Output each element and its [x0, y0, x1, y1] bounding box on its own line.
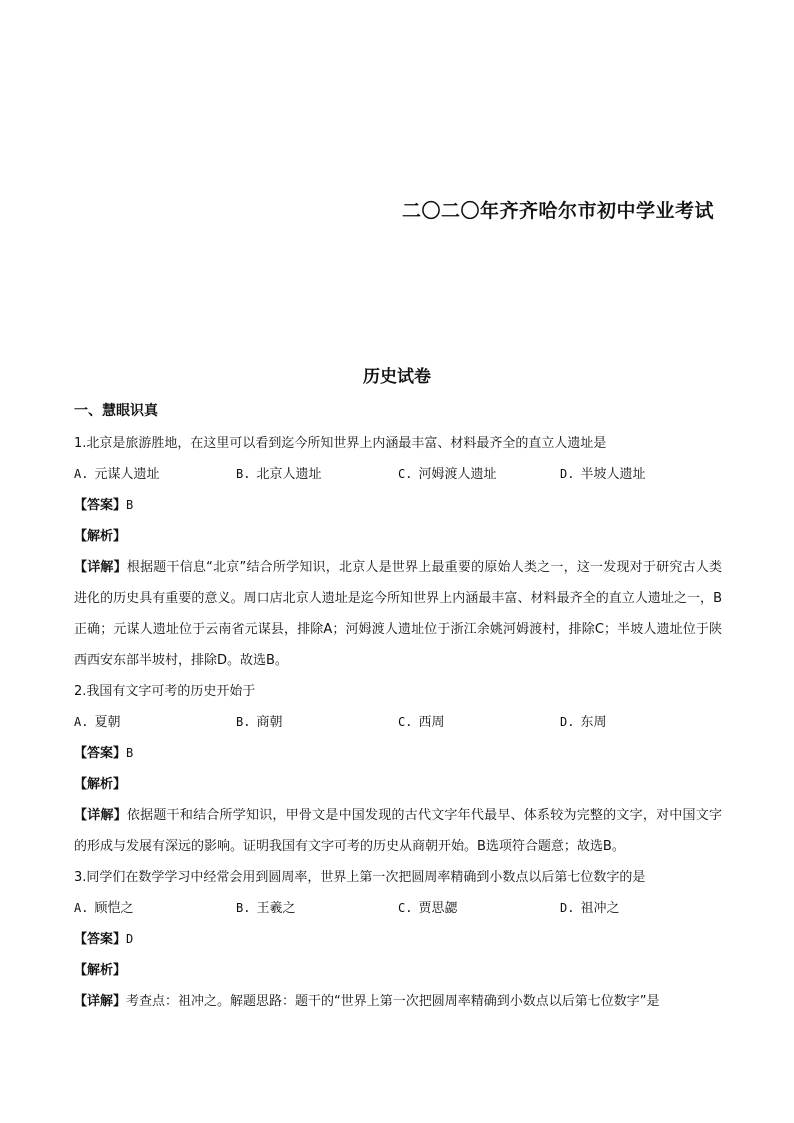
option-text: 西周 [418, 715, 445, 730]
answer-line [74, 738, 722, 769]
subject-title: 历史试卷 [363, 367, 431, 387]
option-text: 东周 [580, 715, 607, 730]
analysis-line [74, 521, 722, 552]
detail-paragraph [74, 986, 722, 1017]
option-letter: D. [560, 715, 575, 729]
detail-label: 【详解】 [74, 994, 127, 1009]
question-stem: 1.北京是旅游胜地，在这里可以看到迄今所知世界上内涵最丰富、材料最齐全的直立人遗址是 [74, 436, 607, 451]
option-letter: A. [74, 467, 89, 481]
option-c [398, 707, 560, 738]
answer-label: 【答案】 [74, 932, 127, 947]
option-a [74, 893, 236, 924]
option-row [74, 707, 722, 738]
option-a [74, 459, 236, 490]
detail-paragraph [74, 552, 722, 676]
answer-line [74, 924, 722, 955]
answer-value: B [126, 498, 134, 512]
exam-title: 二〇二〇年齐齐哈尔市初中学业考试 [401, 200, 714, 222]
option-text: 贾思勰 [418, 901, 458, 916]
option-text: 祖冲之 [580, 901, 620, 916]
analysis-label: 【解析】 [74, 777, 127, 792]
analysis-label: 【解析】 [74, 529, 127, 544]
option-text: 商朝 [256, 715, 283, 730]
detail-text: 根据题干信息“北京”结合所学知识，北京人是世界上最重要的原始人类之一，这一发现对于研究古人类进化的历史具有重要的意义。周口店北京人遗址是迄今所知世界上内涵最丰富、材料最齐全的直立人遗址之一，B正确；元谋人遗址位于云南省元谋县，排除A；河姆渡人遗址位于浙江余姚河姆渡村，排除C；半坡人遗址位于陕西西安东部半坡村，排除D。故选B。 [74, 560, 722, 668]
option-row [74, 459, 722, 490]
detail-paragraph [74, 800, 722, 862]
option-c [398, 459, 560, 490]
option-text: 夏朝 [94, 715, 121, 730]
option-text: 顾恺之 [94, 901, 134, 916]
question-stem: 2.我国有文字可考的历史开始于 [74, 684, 256, 699]
option-letter: A. [74, 901, 89, 915]
analysis-label: 【解析】 [74, 963, 127, 978]
questions-body [74, 428, 722, 1017]
option-text: 河姆渡人遗址 [418, 467, 497, 482]
option-b [236, 459, 398, 490]
detail-text: 考查点：祖冲之。解题思路：题干的“世界上第一次把圆周率精确到小数点以后第七位数字”是 [126, 994, 660, 1009]
option-letter: B. [236, 715, 251, 729]
option-letter: B. [236, 467, 251, 481]
option-d [560, 893, 722, 924]
option-a [74, 707, 236, 738]
answer-value: D [126, 932, 134, 946]
option-letter: B. [236, 901, 251, 915]
analysis-line [74, 769, 722, 800]
section-title: 一、慧眼识真 [74, 403, 158, 419]
option-letter: D. [560, 901, 575, 915]
option-row [74, 893, 722, 924]
option-letter: C. [398, 715, 413, 729]
analysis-line [74, 955, 722, 986]
option-text: 北京人遗址 [256, 467, 322, 482]
question-stem: 3.同学们在数学学习中经常会用到圆周率，世界上第一次把圆周率精确到小数点以后第七位数字的是 [74, 870, 646, 885]
option-c [398, 893, 560, 924]
option-letter: A. [74, 715, 89, 729]
answer-label: 【答案】 [74, 498, 127, 513]
answer-label: 【答案】 [74, 746, 127, 761]
detail-label: 【详解】 [74, 560, 127, 575]
option-letter: C. [398, 467, 413, 481]
option-d [560, 707, 722, 738]
answer-value: B [126, 746, 134, 760]
option-b [236, 707, 398, 738]
option-d [560, 459, 722, 490]
answer-line [74, 490, 722, 521]
option-text: 元谋人遗址 [94, 467, 160, 482]
detail-text: 依据题干和结合所学知识，甲骨文是中国发现的古代文字年代最早、体系较为完整的文字，对中国文字的形成与发展有深远的影响。证明我国有文字可考的历史从商朝开始。B选项符合题意；故选B。 [74, 808, 722, 854]
detail-label: 【详解】 [74, 808, 127, 823]
option-text: 王羲之 [256, 901, 296, 916]
option-b [236, 893, 398, 924]
option-letter: D. [560, 467, 575, 481]
option-text: 半坡人遗址 [580, 467, 646, 482]
option-letter: C. [398, 901, 413, 915]
